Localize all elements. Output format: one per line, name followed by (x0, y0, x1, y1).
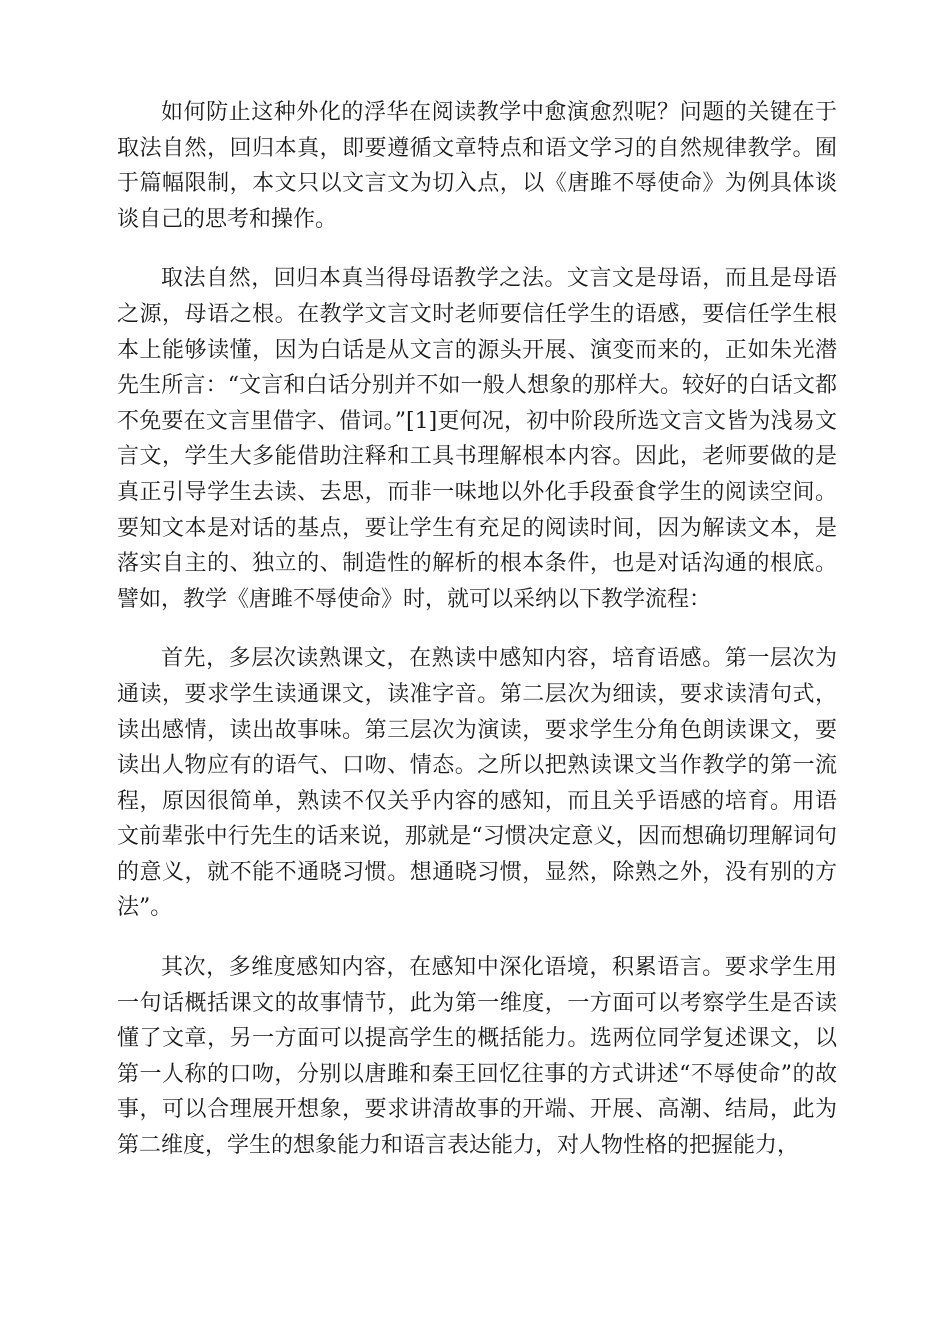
paragraph-second-step: 其次，多维度感知内容，在感知中深化语境，积累语言。要求学生用一句话概括课文的故事情节，此为第一维度，一方面可以考察学生是否读懂了文章，另一方面可以提高学生的概括能力。选两位同学复述课文，以第一人称的口吻，分别以唐雎和秦王回忆往事的方式讲述“不辱使命”的故事，可以合理展开想象，要求讲清故事的开端、开展、高潮、结局，此为第二维度，学生的想象能力和语言表达能力，对人物性格的把握能力， (117, 955, 837, 1159)
paragraph-first-step: 首先，多层次读熟课文，在熟读中感知内容，培育语感。第一层次为通读，要求学生读通课文，读准字音。第二层次为细读，要求读清句式，读出感情，读出故事味。第三层次为演读，要求学生分角色朗读课文，要读出人物应有的语气、口吻、情态。之所以把熟读课文当作教学的第一流程，原因很简单，熟读不仅关乎内容的感知，而且关乎语感的培育。用语文前辈张中行先生的话来说，那就是“习惯决定意义，因而想确切理解词句的意义，就不能不通晓习惯。想通晓习惯，显然，除熟之外，没有别的方法”。 (117, 646, 837, 921)
paragraph-mother-tongue: 取法自然，回归本真当得母语教学之法。文言文是母语，而且是母语之源，母语之根。在教学文言文时老师要信任学生的语感，要信任学生根本上能够读懂，因为白话是从文言的源头开展、演变而来的，正如朱光潜先生所言：“文言和白话分别并不如一般人想象的那样大。较好的白话文都不免要在文言里借字、借词。”[1]更何况，初中阶段所选文言文皆为浅易文言文，学生大多能借助注释和工具书理解根本内容。因此，老师要做的是真正引导学生去读、去思，而非一味地以外化手段蚕食学生的阅读空间。要知文本是对话的基点，要让学生有充足的阅读时间，因为解读文本，是落实自主的、独立的、制造性的解析的根本条件，也是对话沟通的根底。譬如，教学《唐雎不辱使命》时，就可以采纳以下教学流程： (117, 266, 837, 612)
paragraph-intro: 如何防止这种外化的浮华在阅读教学中愈演愈烈呢？问题的关键在于取法自然，回归本真，即要遵循文章特点和语文学习的自然规律教学。囿于篇幅限制，本文只以文言文为切入点，以《唐雎不辱使命》为例具体谈谈自己的思考和操作。 (117, 100, 837, 232)
document-body (117, 95, 837, 1164)
